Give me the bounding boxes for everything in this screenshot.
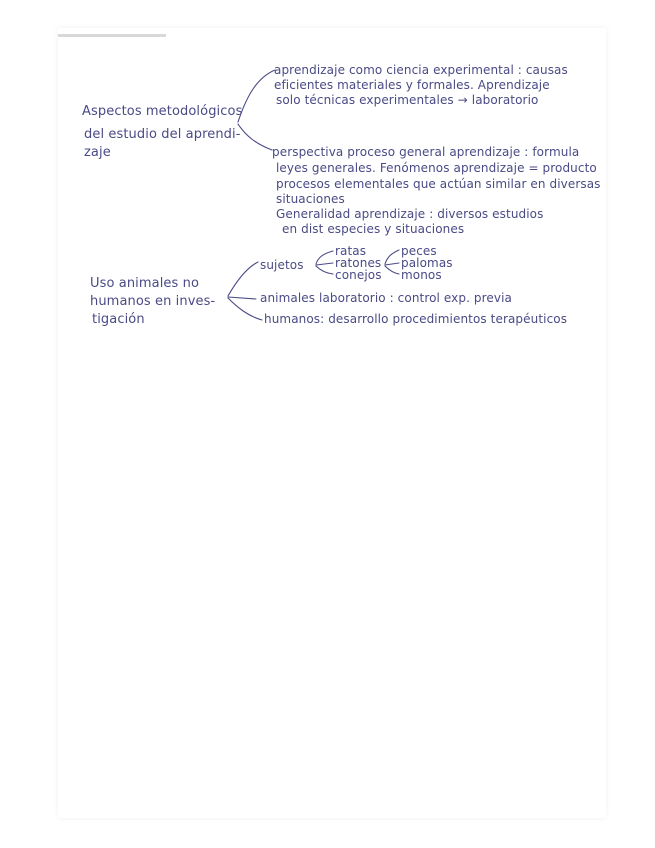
sujetos-list2-item: palomas	[401, 256, 453, 270]
section2-topic-line3: tigación	[92, 312, 145, 327]
section2-branch-animales: animales laboratorio : control exp. previa	[260, 291, 512, 305]
sujetos-label: sujetos	[260, 258, 304, 272]
section1-topic-line2: del estudio del aprendi-	[84, 127, 241, 142]
section1-branch2-line1: perspectiva proceso general aprendizaje : formula	[272, 145, 580, 159]
section1-branch2-line3: procesos elementales que actúan similar en diversas	[276, 177, 601, 191]
section1-branch2-line4: situaciones	[276, 192, 345, 206]
sujetos-list2-item: monos	[401, 268, 442, 282]
scan-edge-mark	[58, 34, 166, 37]
section2-topic-line2: humanos en inves-	[90, 294, 216, 309]
section1-branch2-line2: leyes generales. Fenómenos aprendizaje = producto	[276, 161, 597, 175]
sujetos-list1-item: ratones	[335, 256, 382, 270]
section1-branch1-line3: solo técnicas experimentales → laboratorio	[276, 93, 539, 107]
section2-branch-humanos: humanos: desarrollo procedimientos terapéuticos	[264, 312, 568, 326]
section1-branch1-line1: aprendizaje como ciencia experimental : causas	[274, 63, 568, 77]
section1-branch2-line5: Generalidad aprendizaje : diversos estudios	[276, 207, 544, 221]
section1-branch2-line6: en dist especies y situaciones	[282, 222, 465, 236]
section1-branch1-line2: eficientes materiales y formales. Aprendizaje	[274, 78, 550, 92]
section1-topic-line3: zaje	[84, 145, 111, 160]
sujetos-list1-item: conejos	[335, 268, 382, 282]
sujetos-list2-item: peces	[401, 244, 437, 258]
section2-topic-line1: Uso animales no	[90, 276, 200, 291]
section1-topic-line1: Aspectos metodológicos	[82, 104, 243, 119]
sujetos-list1-item: ratas	[335, 244, 367, 258]
